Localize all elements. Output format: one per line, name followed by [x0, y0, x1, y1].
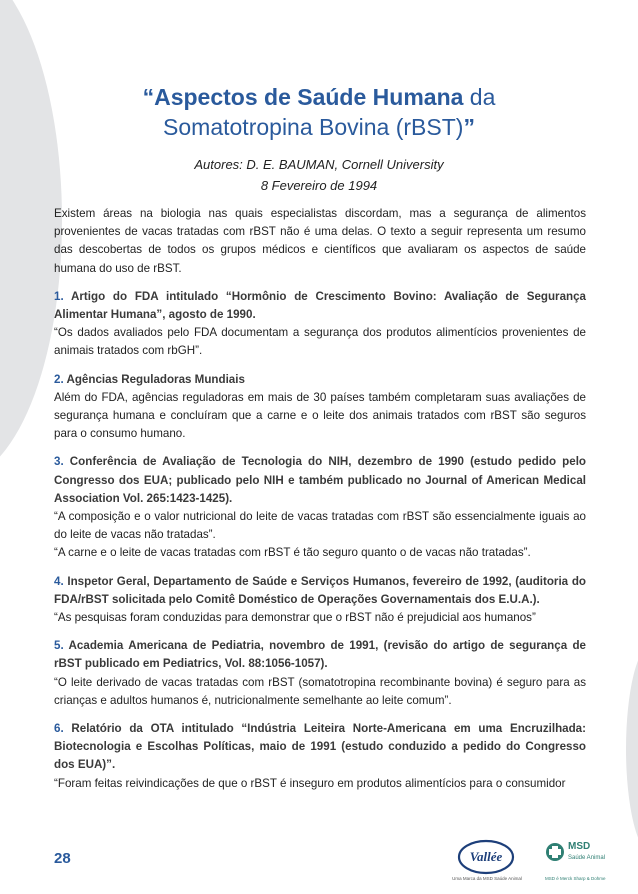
- section-quote: “O leite derivado de vacas tratadas com rBST (somatotropina recombinante bovina) é seguro para as crianças e adultos humanos é, nutricionalmente semelhante ao leite comum”.: [54, 675, 586, 707]
- section-4: [54, 573, 586, 628]
- section-heading: [54, 720, 586, 775]
- background-circle-left: [0, 0, 62, 480]
- section-number: 6.: [54, 722, 64, 736]
- section-heading: [54, 637, 586, 673]
- section-2: [54, 371, 586, 444]
- section-body: Além do FDA, agências reguladoras em mais de 30 países também completaram suas avaliações de segurança humana e concluíram que a carne e o leite dos animais tratados com rBST são seguros para o consumo humano.: [54, 390, 586, 441]
- date: 8 Fevereiro de 1994: [260, 178, 378, 193]
- vallee-logo-text: Vallée: [469, 849, 503, 864]
- section-heading-text: Academia Americana de Pediatria, novembro de 1991, (revisão do artigo de segurança de rBST publicado em Pediatrics, Vol. 88:1056-1057).: [54, 639, 586, 671]
- section-heading: [54, 371, 586, 389]
- section-number: 1.: [54, 289, 64, 303]
- section-3: [54, 453, 586, 562]
- title-line2: Somatotropina Bovina (rBST): [163, 114, 464, 140]
- vallee-logo: [457, 838, 515, 876]
- section-heading-text: Artigo do FDA intitulado “Hormônio de Crescimento Bovino: Avaliação de Segurança Alimentar Humana”, agosto de 1990.: [54, 289, 586, 322]
- authors-block: [0, 154, 638, 196]
- page-number: 28: [54, 850, 71, 867]
- section-5: [54, 637, 586, 710]
- section-heading-text: Agências Reguladoras Mundiais: [66, 372, 245, 386]
- msd-tagline: MSD é Merck Sharp & Dohme: [545, 876, 606, 881]
- section-heading-text: Inspetor Geral, Departamento de Saúde e Serviços Humanos, fevereiro de 1992, (auditoria do FDA/rBST solicitada pelo Comitê Doméstico de Operações Governamentais dos E.U.A.).: [54, 574, 586, 606]
- section-quote: “A composição e o valor nutricional do leite de vacas tratadas com rBST são essencialmente iguais ao do leite de vacas não tratadas”.: [54, 510, 586, 542]
- section-heading: [54, 453, 586, 508]
- authors: Autores: D. E. BAUMAN, Cornell University: [194, 157, 444, 172]
- section-heading: [54, 573, 586, 609]
- title-normal: da: [463, 84, 496, 110]
- section-1: [54, 288, 586, 361]
- section-heading-text: Relatório da OTA intitulado “Indústria Leiteira Norte-Americana em uma Encruzilhada: Biotecnologia e Escolhas Políticas, maio de 1991 (estudo conduzido a pedido do Congresso dos EUA)”.: [54, 722, 586, 772]
- section-quote-2: “A carne e o leite de vacas tratadas com rBST é tão seguro quanto o de vacas não tratadas”.: [54, 546, 531, 560]
- document-body: [54, 205, 586, 793]
- section-heading: [54, 288, 586, 324]
- section-6: [54, 720, 586, 793]
- section-quote: “As pesquisas foram conduzidas para demonstrar que o rBST não é prejudicial aos humanos”: [54, 611, 536, 625]
- msd-subtitle: Saúde Animal: [568, 855, 606, 861]
- section-number: 5.: [54, 639, 64, 653]
- vallee-tagline: Uma Marca da MSD Saúde Animal: [452, 876, 522, 881]
- background-circle-right: [626, 644, 638, 854]
- section-heading-text: Conferência de Avaliação de Tecnologia do NIH, dezembro de 1990 (estudo pedido pelo Congresso dos EUA; publicado pelo NIH e também publicado no Journal of American Medical Association Vol. 265:1423-1425).: [54, 455, 586, 505]
- section-number: 4.: [54, 574, 64, 588]
- msd-name: MSD: [568, 841, 591, 852]
- section-number: 3.: [54, 455, 64, 469]
- title-close-quote: ”: [463, 114, 475, 140]
- section-quote: “Os dados avaliados pelo FDA documentam a segurança dos produtos alimentícios provenientes de animais tratados com rbGH”.: [54, 326, 586, 358]
- section-quote: “Foram feitas reivindicações de que o rBST é inseguro em produtos alimentícios para o consumidor: [54, 776, 566, 790]
- section-number: 2.: [54, 372, 64, 386]
- page-title: [0, 82, 638, 142]
- title-bold: “Aspectos de Saúde Humana: [142, 84, 464, 110]
- intro-paragraph: Existem áreas na biologia nas quais especialistas discordam, mas a segurança de alimentos provenientes de vacas tratadas com rBST não é uma delas. O texto a seguir representa um resumo das descobertas de todos os grupos médicos e científicos que avaliaram os aspectos de saúde humana do uso de rBST.: [54, 207, 586, 275]
